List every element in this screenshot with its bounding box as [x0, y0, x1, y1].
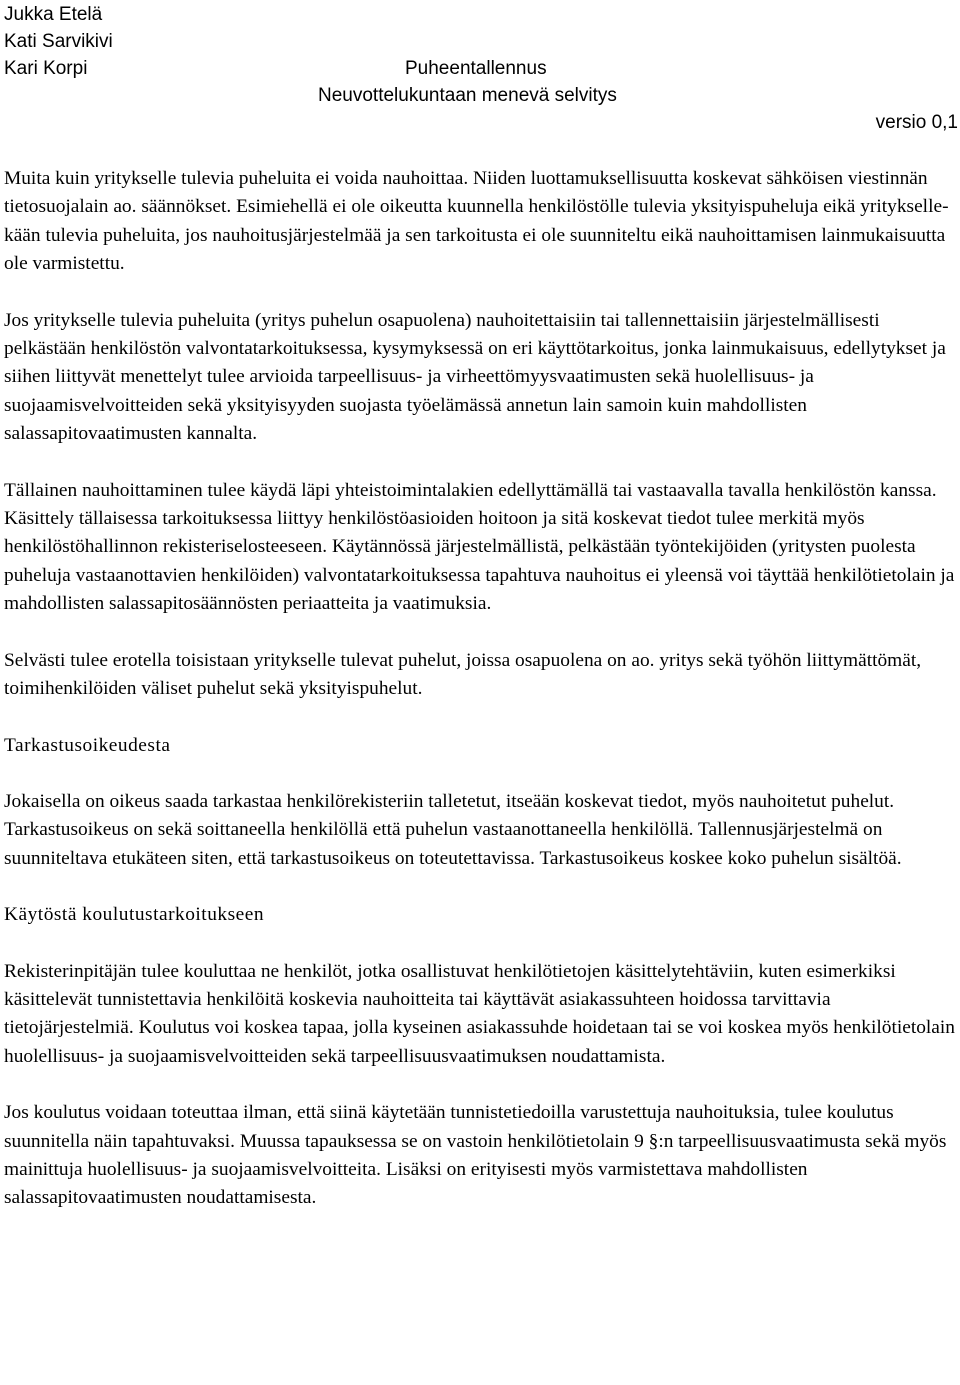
paragraph: Selvästi tulee erotella toisistaan yritykselle tulevat puhelut, joissa osapuolena on ao. yritys sekä työhön liittymättömät, toimihenkilöiden väliset puhelut sekä yksityispuhelut.	[4, 649, 922, 700]
document-title: Puheentallennus	[405, 58, 547, 79]
paragraph: Rekisterinpitäjän tulee kouluttaa ne henkilöt, jotka osallistuvat henkilötietojen käsittelytehtäviin, kuten esimerkiksi käsittelevät tunnistettavia henkilöitä koskevia nauhoitteita tai käyttävät asiakassuhteen hoidossa tarvittavia tietojärjestelmiä. Koulutus voi koskea tapaa, jolla kyseinen asiakassuhde hoidetaan tai se voi koskea myös henkilötietolain huolellisuus- ja suojaamisvelvoitteiden sekä tarpeellisuusvaatimuksen noudattamista.	[4, 960, 955, 1067]
author-name: Kati Sarvikivi	[4, 31, 113, 52]
document-body	[4, 165, 958, 1241]
paragraph: Tällainen nauhoittaminen tulee käydä läpi yhteistoimintalakien edellyttämällä tai vastaavalla tavalla henkilöstön kanssa. Käsittely tällaisessa tarkoituksessa liittyy henkilöstöasioiden hoitoon ja sitä koskevat tiedot tulee merkitä myös henkilöstöhallinnon rekisteriselosteeseen. Käytännössä järjestelmällistä, pelkästään työntekijöiden (yritysten puolesta puheluja vastaanottavien henkilöiden) valvontatarkoituksessa tapahtuva nauhoitus ei yleensä voi täyttää henkilötietolain ja mahdollisten salassapitosäännösten periaatteita ja vaatimuksia.	[4, 479, 955, 615]
version-label: versio 0,1	[875, 112, 958, 133]
author-name: Jukka Etelä	[4, 4, 103, 25]
paragraph: Jos yritykselle tulevia puheluita (yritys puhelun osapuolena) nauhoitettaisiin tai tallennettaisiin järjestelmällisesti pelkästään henkilöstön valvontatarkoituksessa, kysymyksessä on eri käyttötarkoitus, jonka lainmukaisuus, edellytykset ja siihen liittyvät menettelyt tulee arvioida tarpeellisuus- ja virheettömyysvaatimusten sekä huolellisuus- ja suojaamisvelvoitteiden sekä yksityisyyden suojasta työelämässä annetun lain samoin kuin mahdollisten salassapitovaatimusten kannalta.	[4, 309, 946, 445]
paragraph: Jos koulutus voidaan toteuttaa ilman, että siinä käytetään tunnistetiedoilla varustettuja nauhoituksia, tulee koulutus suunnitella näin tapahtuvaksi. Muussa tapauksessa se on vastoin henkilötietolain 9 §:n tarpeellisuusvaatimusta sekä myös mainittuja huolellisuus- ja suojaamisvelvoitteita. Lisäksi on erityisesti myös varmistettava mahdollisten salassapitovaatimusten noudattamisesta.	[4, 1102, 947, 1209]
paragraph: Jokaisella on oikeus saada tarkastaa henkilörekisteriin talletetut, itseään koskevat tiedot, myös nauhoitetut puhelut. Tarkastusoikeus on sekä soittaneella henkilöllä että puhelun vastaanottaneella henkilöllä. Tallennusjärjestelmä on suunniteltava etukäteen siten, että tarkastusoikeus on toteutettavissa. Tarkastusoikeus koskee koko puhelun sisältöä.	[4, 790, 902, 869]
document-header	[0, 0, 960, 140]
author-name: Kari Korpi	[4, 58, 88, 79]
section-heading: Tarkastusoikeudesta	[4, 734, 171, 756]
document-subtitle: Neuvottelukuntaan menevä selvitys	[318, 85, 617, 106]
paragraph: Muita kuin yritykselle tulevia puheluita ei voida nauhoittaa. Niiden luottamuksellisuutta koskevat sähköisen viestinnän tietosuojalain ao. säännökset. Esimiehellä ei ole oikeutta kuunnella henkilöstölle tulevia yksityispuheluja eikä yrityksellekään tulevia puheluita, jos nauhoitusjärjestelmää ja sen tarkoitusta ei ole suunniteltu eikä nauhoittamisen lainmukaisuutta ole varmistettu.	[4, 168, 949, 275]
section-heading: Käytöstä koulutustarkoitukseen	[4, 904, 265, 926]
